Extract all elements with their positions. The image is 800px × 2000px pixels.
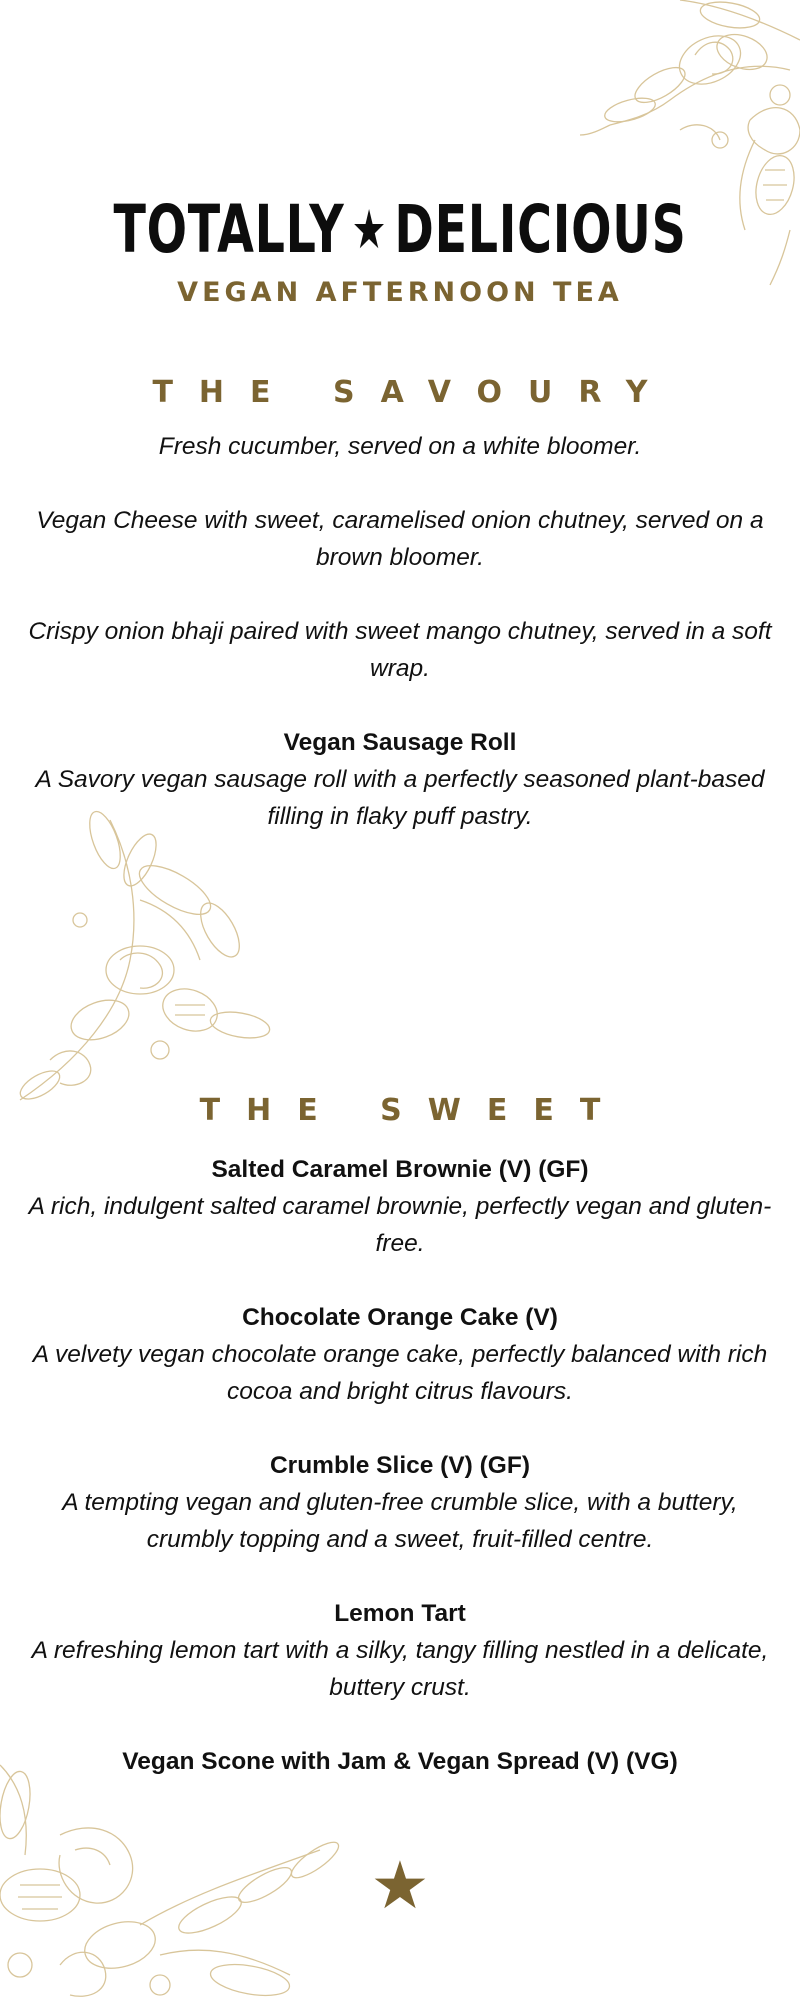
brand-star-icon: ★ [351,198,388,261]
menu-item-name: Vegan Sausage Roll [283,729,517,756]
menu-item [20,1743,780,1780]
savoury-section-title: THE SAVOURY [152,375,674,410]
menu-subtitle: VEGAN AFTERNOON TEA [177,277,623,308]
menu-item [20,1151,780,1262]
menu-item-name: Crumble Slice (V) (GF) [269,1452,530,1479]
menu-item [20,724,780,835]
savoury-items-list [20,428,780,872]
sweet-items-list [20,1151,780,1817]
menu-item-description: Fresh cucumber, served on a white bloomer. [158,433,642,460]
menu-item-name: Vegan Scone with Jam & Vegan Spread (V) (VG) [122,1748,678,1775]
brand-word-left: TOTALLY [113,191,345,268]
menu-item [20,613,780,687]
menu-item [20,1447,780,1558]
footer-star-icon: ★ [370,1848,430,1922]
menu-item-name: Lemon Tart [334,1600,466,1627]
menu-item-description: A Savory vegan sausage roll with a perfectly seasoned plant-based filling in flaky puff pastry. [35,766,765,830]
menu-item-description: Crispy onion bhaji paired with sweet mango chutney, served in a soft wrap. [28,618,772,682]
menu-item-description: A rich, indulgent salted caramel brownie, perfectly vegan and gluten-free. [28,1193,772,1257]
menu-item-description: A velvety vegan chocolate orange cake, perfectly balanced with rich cocoa and bright citrus flavours. [32,1341,768,1405]
menu-item [20,1299,780,1410]
sweet-section-title: THE SWEET [199,1093,627,1128]
brand-word-right: DELICIOUS [394,191,687,268]
menu-item [20,1595,780,1706]
menu-item-description: Vegan Cheese with sweet, caramelised onion chutney, served on a brown bloomer. [36,507,764,571]
menu-item [20,502,780,576]
menu-item-name: Chocolate Orange Cake (V) [242,1304,558,1331]
brand-logo [112,190,688,270]
menu-item-name: Salted Caramel Brownie (V) (GF) [211,1156,589,1183]
menu-item-description: A refreshing lemon tart with a silky, tangy filling nestled in a delicate, buttery crust. [31,1637,769,1701]
menu-item-description: A tempting vegan and gluten-free crumble slice, with a buttery, crumbly topping and a sweet, fruit-filled centre. [62,1489,738,1553]
menu-item [20,428,780,465]
